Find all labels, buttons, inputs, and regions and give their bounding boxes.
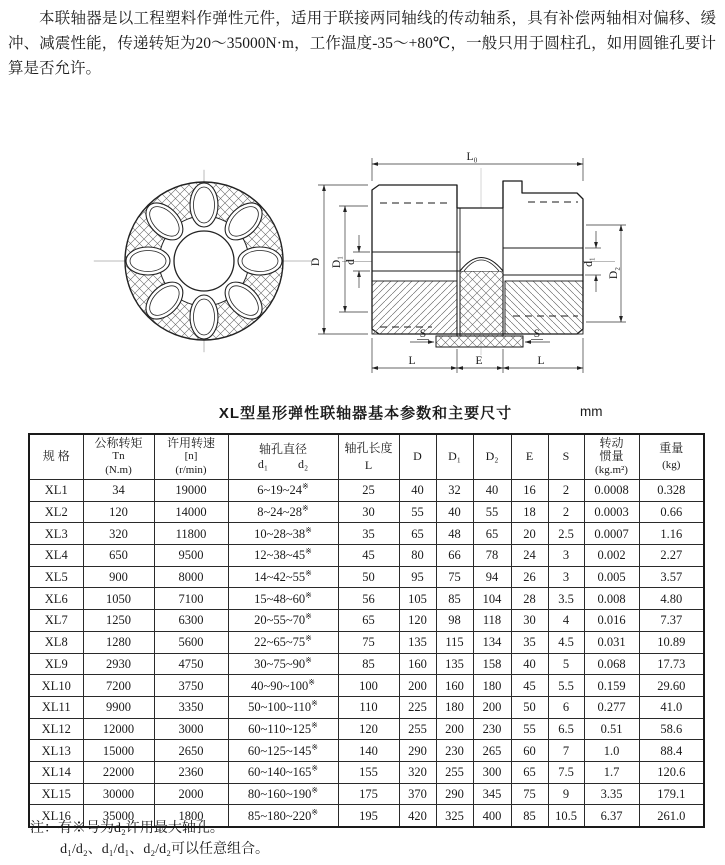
- cell-D: 105: [399, 588, 436, 610]
- cell-torque: 35000: [83, 805, 154, 827]
- cell-inertia: 0.277: [584, 696, 639, 718]
- cell-D2: 230: [473, 718, 511, 740]
- col-header-speed: [154, 434, 228, 480]
- cell-D1: 85: [436, 588, 473, 610]
- header-bore-sub: [230, 458, 337, 472]
- table-row: [29, 480, 704, 502]
- header-inertia-line1: 转动: [599, 435, 624, 450]
- bore-range: 15~48~60: [254, 591, 306, 606]
- cell-spec: XL4: [29, 545, 83, 567]
- cell-weight: 41.0: [639, 696, 704, 718]
- cell-E: 50: [511, 696, 548, 718]
- bore-max-mark: ※: [305, 568, 312, 578]
- bore-range: 10~28~38: [254, 526, 306, 541]
- cell-E: 24: [511, 545, 548, 567]
- cell-speed: 2000: [154, 783, 228, 805]
- cell-E: 60: [511, 740, 548, 762]
- cell-D1: 40: [436, 501, 473, 523]
- cell-D: 370: [399, 783, 436, 805]
- cell-inertia: 0.002: [584, 545, 639, 567]
- table-row: [29, 783, 704, 805]
- coupling-drawing-svg: [0, 140, 725, 390]
- bore-max-mark: ※: [305, 655, 312, 665]
- cell-E: 20: [511, 523, 548, 545]
- cell-spec: XL1: [29, 480, 83, 502]
- cell-weight: 0.66: [639, 501, 704, 523]
- bore-range: 40~90~100: [251, 678, 309, 693]
- cell-S: 4.5: [548, 631, 584, 653]
- table-row: [29, 631, 704, 653]
- cell-S: 2.5: [548, 523, 584, 545]
- col-header-length: [338, 434, 399, 480]
- cell-D: 200: [399, 675, 436, 697]
- dim-label-S-left: S: [419, 328, 427, 340]
- coupling-front-view: [94, 170, 314, 352]
- dim-label-S-right: S: [533, 328, 541, 340]
- cell-torque: 120: [83, 501, 154, 523]
- bore-max-mark: ※: [305, 525, 312, 535]
- cell-spec: XL13: [29, 740, 83, 762]
- bore-range: 85~180~220: [247, 808, 312, 823]
- cell-weight: 261.0: [639, 805, 704, 827]
- cell-D2: 265: [473, 740, 511, 762]
- col-header-D2: D₂: [473, 434, 511, 480]
- header-speed-line1: 许用转速: [166, 435, 215, 450]
- cell-weight: 2.27: [639, 545, 704, 567]
- dim-label-L-left: L: [408, 355, 416, 367]
- header-inertia-line3: (kg.m²): [595, 463, 628, 476]
- cell-torque: 650: [83, 545, 154, 567]
- cell-D2: 94: [473, 566, 511, 588]
- cell-speed: 4750: [154, 653, 228, 675]
- cell-weight: 4.80: [639, 588, 704, 610]
- cell-speed: 3000: [154, 718, 228, 740]
- cell-torque: 1050: [83, 588, 154, 610]
- cell-S: 2: [548, 501, 584, 523]
- cell-speed: 14000: [154, 501, 228, 523]
- cell-bore: [228, 675, 338, 697]
- cell-speed: 7100: [154, 588, 228, 610]
- cell-D2: 400: [473, 805, 511, 827]
- cell-torque: 34: [83, 480, 154, 502]
- dim-label-d1: d₁: [583, 257, 595, 267]
- intro-paragraph: 本联轴器是以工程塑料作弹性元件，适用于联接两同轴线的传动轴系，具有补偿两轴相对偏移、缓冲、减震性能，传递转矩为20～35000N·m，工作温度-35～+80℃，一般只用于圆柱孔，如用圆锥孔要计算是否允许。: [8, 10, 716, 77]
- cell-D2: 200: [473, 696, 511, 718]
- cell-bore: [228, 566, 338, 588]
- header-length-line2: L: [364, 457, 373, 472]
- bore-max-mark: ※: [302, 482, 309, 492]
- cell-S: 3.5: [548, 588, 584, 610]
- note-line-2: d₁/d₂、d₁/d₁、d₂/d₂可以任意组合。: [60, 842, 270, 857]
- table-row: [29, 523, 704, 545]
- bore-max-mark: ※: [305, 547, 312, 557]
- header-weight-line2: (kg): [662, 459, 681, 471]
- table-row: [29, 566, 704, 588]
- cell-inertia: 3.35: [584, 783, 639, 805]
- cell-D1: 98: [436, 610, 473, 632]
- col-header-torque: [83, 434, 154, 480]
- bore-max-mark: ※: [311, 742, 319, 752]
- cell-bore: [228, 523, 338, 545]
- cell-D1: 325: [436, 805, 473, 827]
- bore-max-mark: ※: [308, 677, 315, 687]
- bore-range: 6~19~24: [257, 483, 303, 498]
- table-row: [29, 501, 704, 523]
- cell-D: 55: [399, 501, 436, 523]
- bore-range: 30~75~90: [254, 656, 306, 671]
- cell-D2: 55: [473, 501, 511, 523]
- col-header-bore: [228, 434, 338, 480]
- cell-D: 160: [399, 653, 436, 675]
- cell-bore: [228, 740, 338, 762]
- cell-D2: 134: [473, 631, 511, 653]
- technical-drawing: [0, 140, 725, 390]
- col-header-spec: [29, 434, 83, 480]
- parameters-table: [28, 433, 705, 828]
- cell-inertia: 1.7: [584, 761, 639, 783]
- cell-spec: XL15: [29, 783, 83, 805]
- bore-max-mark: ※: [311, 699, 318, 709]
- cell-L: 56: [338, 588, 399, 610]
- cell-D: 40: [399, 480, 436, 502]
- header-torque-line2: Tn: [112, 450, 125, 463]
- dim-label-D1: D₁: [331, 255, 343, 269]
- cell-D1: 230: [436, 740, 473, 762]
- cell-D: 80: [399, 545, 436, 567]
- cell-spec: XL11: [29, 696, 83, 718]
- cell-inertia: 6.37: [584, 805, 639, 827]
- cell-bore: [228, 696, 338, 718]
- cell-D1: 75: [436, 566, 473, 588]
- header-speed-line2: [n]: [184, 450, 198, 463]
- cell-torque: 900: [83, 566, 154, 588]
- dim-label-E: E: [475, 355, 483, 367]
- table-title-row: [28, 402, 703, 428]
- cell-spec: XL16: [29, 805, 83, 827]
- coupling-section-view: [342, 168, 615, 355]
- cell-speed: 11800: [154, 523, 228, 545]
- cell-D1: 32: [436, 480, 473, 502]
- cell-E: 45: [511, 675, 548, 697]
- bore-max-mark: ※: [311, 807, 319, 817]
- bore-range: 60~140~165: [247, 765, 312, 780]
- cell-speed: 6300: [154, 610, 228, 632]
- col-header-weight: [639, 434, 704, 480]
- cell-D1: 255: [436, 761, 473, 783]
- cell-spec: XL10: [29, 675, 83, 697]
- cell-E: 18: [511, 501, 548, 523]
- cell-L: 120: [338, 718, 399, 740]
- cell-torque: 7200: [83, 675, 154, 697]
- cell-E: 35: [511, 631, 548, 653]
- cell-torque: 9900: [83, 696, 154, 718]
- cell-E: 26: [511, 566, 548, 588]
- cell-S: 10.5: [548, 805, 584, 827]
- cell-inertia: 0.008: [584, 588, 639, 610]
- cell-E: 65: [511, 761, 548, 783]
- cell-spec: XL9: [29, 653, 83, 675]
- cell-inertia: 0.51: [584, 718, 639, 740]
- cell-spec: XL5: [29, 566, 83, 588]
- header-bore-d1: d₁: [257, 457, 268, 471]
- cell-D: 255: [399, 718, 436, 740]
- table-row: [29, 761, 704, 783]
- header-bore-d2: d₂: [298, 457, 309, 471]
- bore-range: 20~55~70: [254, 613, 306, 628]
- cell-D1: 160: [436, 675, 473, 697]
- bore-range: 12~38~45: [254, 548, 306, 563]
- cell-bore: [228, 610, 338, 632]
- header-bore-line1: 轴孔直径: [258, 441, 307, 456]
- cell-D: 225: [399, 696, 436, 718]
- cell-speed: 5600: [154, 631, 228, 653]
- cell-inertia: 0.0003: [584, 501, 639, 523]
- cell-spec: XL6: [29, 588, 83, 610]
- cell-inertia: 0.068: [584, 653, 639, 675]
- cell-E: 30: [511, 610, 548, 632]
- cell-inertia: 0.016: [584, 610, 639, 632]
- cell-D: 120: [399, 610, 436, 632]
- col-header-E: E: [511, 434, 548, 480]
- bore-range: 8~24~28: [257, 505, 303, 520]
- col-header-D1: D₁: [436, 434, 473, 480]
- cell-L: 195: [338, 805, 399, 827]
- cell-D2: 345: [473, 783, 511, 805]
- col-header-inertia: [584, 434, 639, 480]
- cell-D2: 104: [473, 588, 511, 610]
- cell-S: 6: [548, 696, 584, 718]
- cell-D: 95: [399, 566, 436, 588]
- cell-D: 320: [399, 761, 436, 783]
- bore-max-mark: ※: [311, 720, 318, 730]
- cell-weight: 10.89: [639, 631, 704, 653]
- note-line-1: 注：有※号为d₂许用最大轴孔。: [30, 821, 224, 836]
- cell-D1: 180: [436, 696, 473, 718]
- cell-speed: 2360: [154, 761, 228, 783]
- cell-D1: 200: [436, 718, 473, 740]
- cell-D2: 118: [473, 610, 511, 632]
- cell-torque: 1280: [83, 631, 154, 653]
- header-torque-line1: 公称转矩: [94, 435, 143, 450]
- cell-D2: 158: [473, 653, 511, 675]
- cell-torque: 15000: [83, 740, 154, 762]
- dim-label-L-right: L: [537, 355, 545, 367]
- cell-S: 7.5: [548, 761, 584, 783]
- cell-S: 3: [548, 545, 584, 567]
- cell-bore: [228, 545, 338, 567]
- bore-max-mark: ※: [305, 634, 312, 643]
- bore-max-mark: ※: [311, 764, 319, 774]
- table-unit: mm: [580, 404, 603, 419]
- header-spec-label: 规 格: [42, 449, 70, 464]
- cell-S: 9: [548, 783, 584, 805]
- cell-inertia: 0.0007: [584, 523, 639, 545]
- bore-range: 60~125~145: [247, 743, 312, 758]
- cell-S: 3: [548, 566, 584, 588]
- bore-range: 22~65~75: [254, 635, 306, 650]
- cell-bore: [228, 761, 338, 783]
- cell-weight: 29.60: [639, 675, 704, 697]
- cell-S: 5: [548, 653, 584, 675]
- table-row: [29, 696, 704, 718]
- cell-L: 65: [338, 610, 399, 632]
- cell-inertia: 0.031: [584, 631, 639, 653]
- cell-spec: XL8: [29, 631, 83, 653]
- table-row: [29, 588, 704, 610]
- bore-range: 50~100~110: [248, 700, 312, 715]
- cell-torque: 22000: [83, 761, 154, 783]
- col-header-D: D: [399, 434, 436, 480]
- cell-weight: 17.73: [639, 653, 704, 675]
- cell-speed: 8000: [154, 566, 228, 588]
- cell-D2: 78: [473, 545, 511, 567]
- cell-weight: 7.37: [639, 610, 704, 632]
- table-row: [29, 653, 704, 675]
- cell-torque: 320: [83, 523, 154, 545]
- cell-weight: 179.1: [639, 783, 704, 805]
- cell-speed: 2650: [154, 740, 228, 762]
- cell-L: 25: [338, 480, 399, 502]
- cell-speed: 9500: [154, 545, 228, 567]
- cell-inertia: 0.0008: [584, 480, 639, 502]
- dim-label-L0: L₀: [466, 151, 478, 163]
- cell-weight: 88.4: [639, 740, 704, 762]
- cell-bore: [228, 501, 338, 523]
- cell-L: 75: [338, 631, 399, 653]
- cell-S: 7: [548, 740, 584, 762]
- table-row: [29, 718, 704, 740]
- cell-bore: [228, 588, 338, 610]
- cell-torque: 1250: [83, 610, 154, 632]
- cell-S: 5.5: [548, 675, 584, 697]
- cell-L: 110: [338, 696, 399, 718]
- cell-spec: XL12: [29, 718, 83, 740]
- header-weight-line1: 重量: [659, 440, 684, 455]
- cell-spec: XL3: [29, 523, 83, 545]
- cell-D1: 135: [436, 653, 473, 675]
- cell-L: 45: [338, 545, 399, 567]
- cell-bore: [228, 631, 338, 653]
- cell-D1: 290: [436, 783, 473, 805]
- cell-S: 2: [548, 480, 584, 502]
- bore-range: 60~110~125: [248, 721, 312, 736]
- cell-inertia: 1.0: [584, 740, 639, 762]
- cell-S: 6.5: [548, 718, 584, 740]
- cell-bore: [228, 783, 338, 805]
- cell-D: 135: [399, 631, 436, 653]
- cell-E: 55: [511, 718, 548, 740]
- table-title: XL型星形弹性联轴器基本参数和主要尺寸: [218, 405, 513, 422]
- bore-range: 14~42~55: [254, 570, 306, 585]
- cell-E: 28: [511, 588, 548, 610]
- cell-L: 155: [338, 761, 399, 783]
- cell-D2: 180: [473, 675, 511, 697]
- cell-weight: 120.6: [639, 761, 704, 783]
- cell-D1: 66: [436, 545, 473, 567]
- cell-speed: 1800: [154, 805, 228, 827]
- table-notes: [30, 818, 269, 860]
- cell-speed: 3750: [154, 675, 228, 697]
- cell-L: 85: [338, 653, 399, 675]
- cell-D: 290: [399, 740, 436, 762]
- cell-D: 420: [399, 805, 436, 827]
- cell-weight: 1.16: [639, 523, 704, 545]
- cell-weight: 58.6: [639, 718, 704, 740]
- cell-inertia: 0.159: [584, 675, 639, 697]
- dim-label-d: d: [345, 259, 357, 265]
- header-row: [29, 434, 704, 480]
- cell-inertia: 0.005: [584, 566, 639, 588]
- bore-max-mark: ※: [302, 503, 309, 513]
- cell-D1: 115: [436, 631, 473, 653]
- cell-L: 140: [338, 740, 399, 762]
- cell-spec: XL2: [29, 501, 83, 523]
- cell-D1: 48: [436, 523, 473, 545]
- cell-E: 40: [511, 653, 548, 675]
- table-row: [29, 675, 704, 697]
- cell-speed: 19000: [154, 480, 228, 502]
- cell-speed: 3350: [154, 696, 228, 718]
- cell-spec: XL14: [29, 761, 83, 783]
- bore-range: 80~160~190: [247, 786, 312, 801]
- table-row: [29, 740, 704, 762]
- cell-bore: [228, 718, 338, 740]
- header-length-line1: 轴孔长度: [344, 441, 393, 455]
- cell-D2: 40: [473, 480, 511, 502]
- bore-max-mark: ※: [311, 785, 319, 795]
- cell-weight: 3.57: [639, 566, 704, 588]
- cell-L: 30: [338, 501, 399, 523]
- cell-D2: 300: [473, 761, 511, 783]
- cell-L: 50: [338, 566, 399, 588]
- bore-max-mark: ※: [305, 590, 312, 600]
- cell-E: 85: [511, 805, 548, 827]
- header-torque-line3: (N.m): [105, 463, 132, 476]
- cell-L: 175: [338, 783, 399, 805]
- cell-L: 35: [338, 523, 399, 545]
- cell-L: 100: [338, 675, 399, 697]
- bore-max-mark: ※: [305, 612, 312, 622]
- table-row: [29, 610, 704, 632]
- cell-E: 16: [511, 480, 548, 502]
- cell-weight: 0.328: [639, 480, 704, 502]
- cell-spec: XL7: [29, 610, 83, 632]
- cell-torque: 12000: [83, 718, 154, 740]
- header-speed-line3: (r/min): [175, 463, 207, 476]
- cell-S: 4: [548, 610, 584, 632]
- header-inertia-line2: 惯量: [599, 449, 624, 464]
- cell-D: 65: [399, 523, 436, 545]
- cell-torque: 2930: [83, 653, 154, 675]
- dim-label-D: D: [310, 257, 322, 267]
- dim-label-D2: D₂: [608, 266, 620, 280]
- cell-D2: 65: [473, 523, 511, 545]
- cell-bore: [228, 653, 338, 675]
- col-header-S: S: [548, 434, 584, 480]
- cell-E: 75: [511, 783, 548, 805]
- table-row: [29, 545, 704, 567]
- cell-torque: 30000: [83, 783, 154, 805]
- cell-bore: [228, 480, 338, 502]
